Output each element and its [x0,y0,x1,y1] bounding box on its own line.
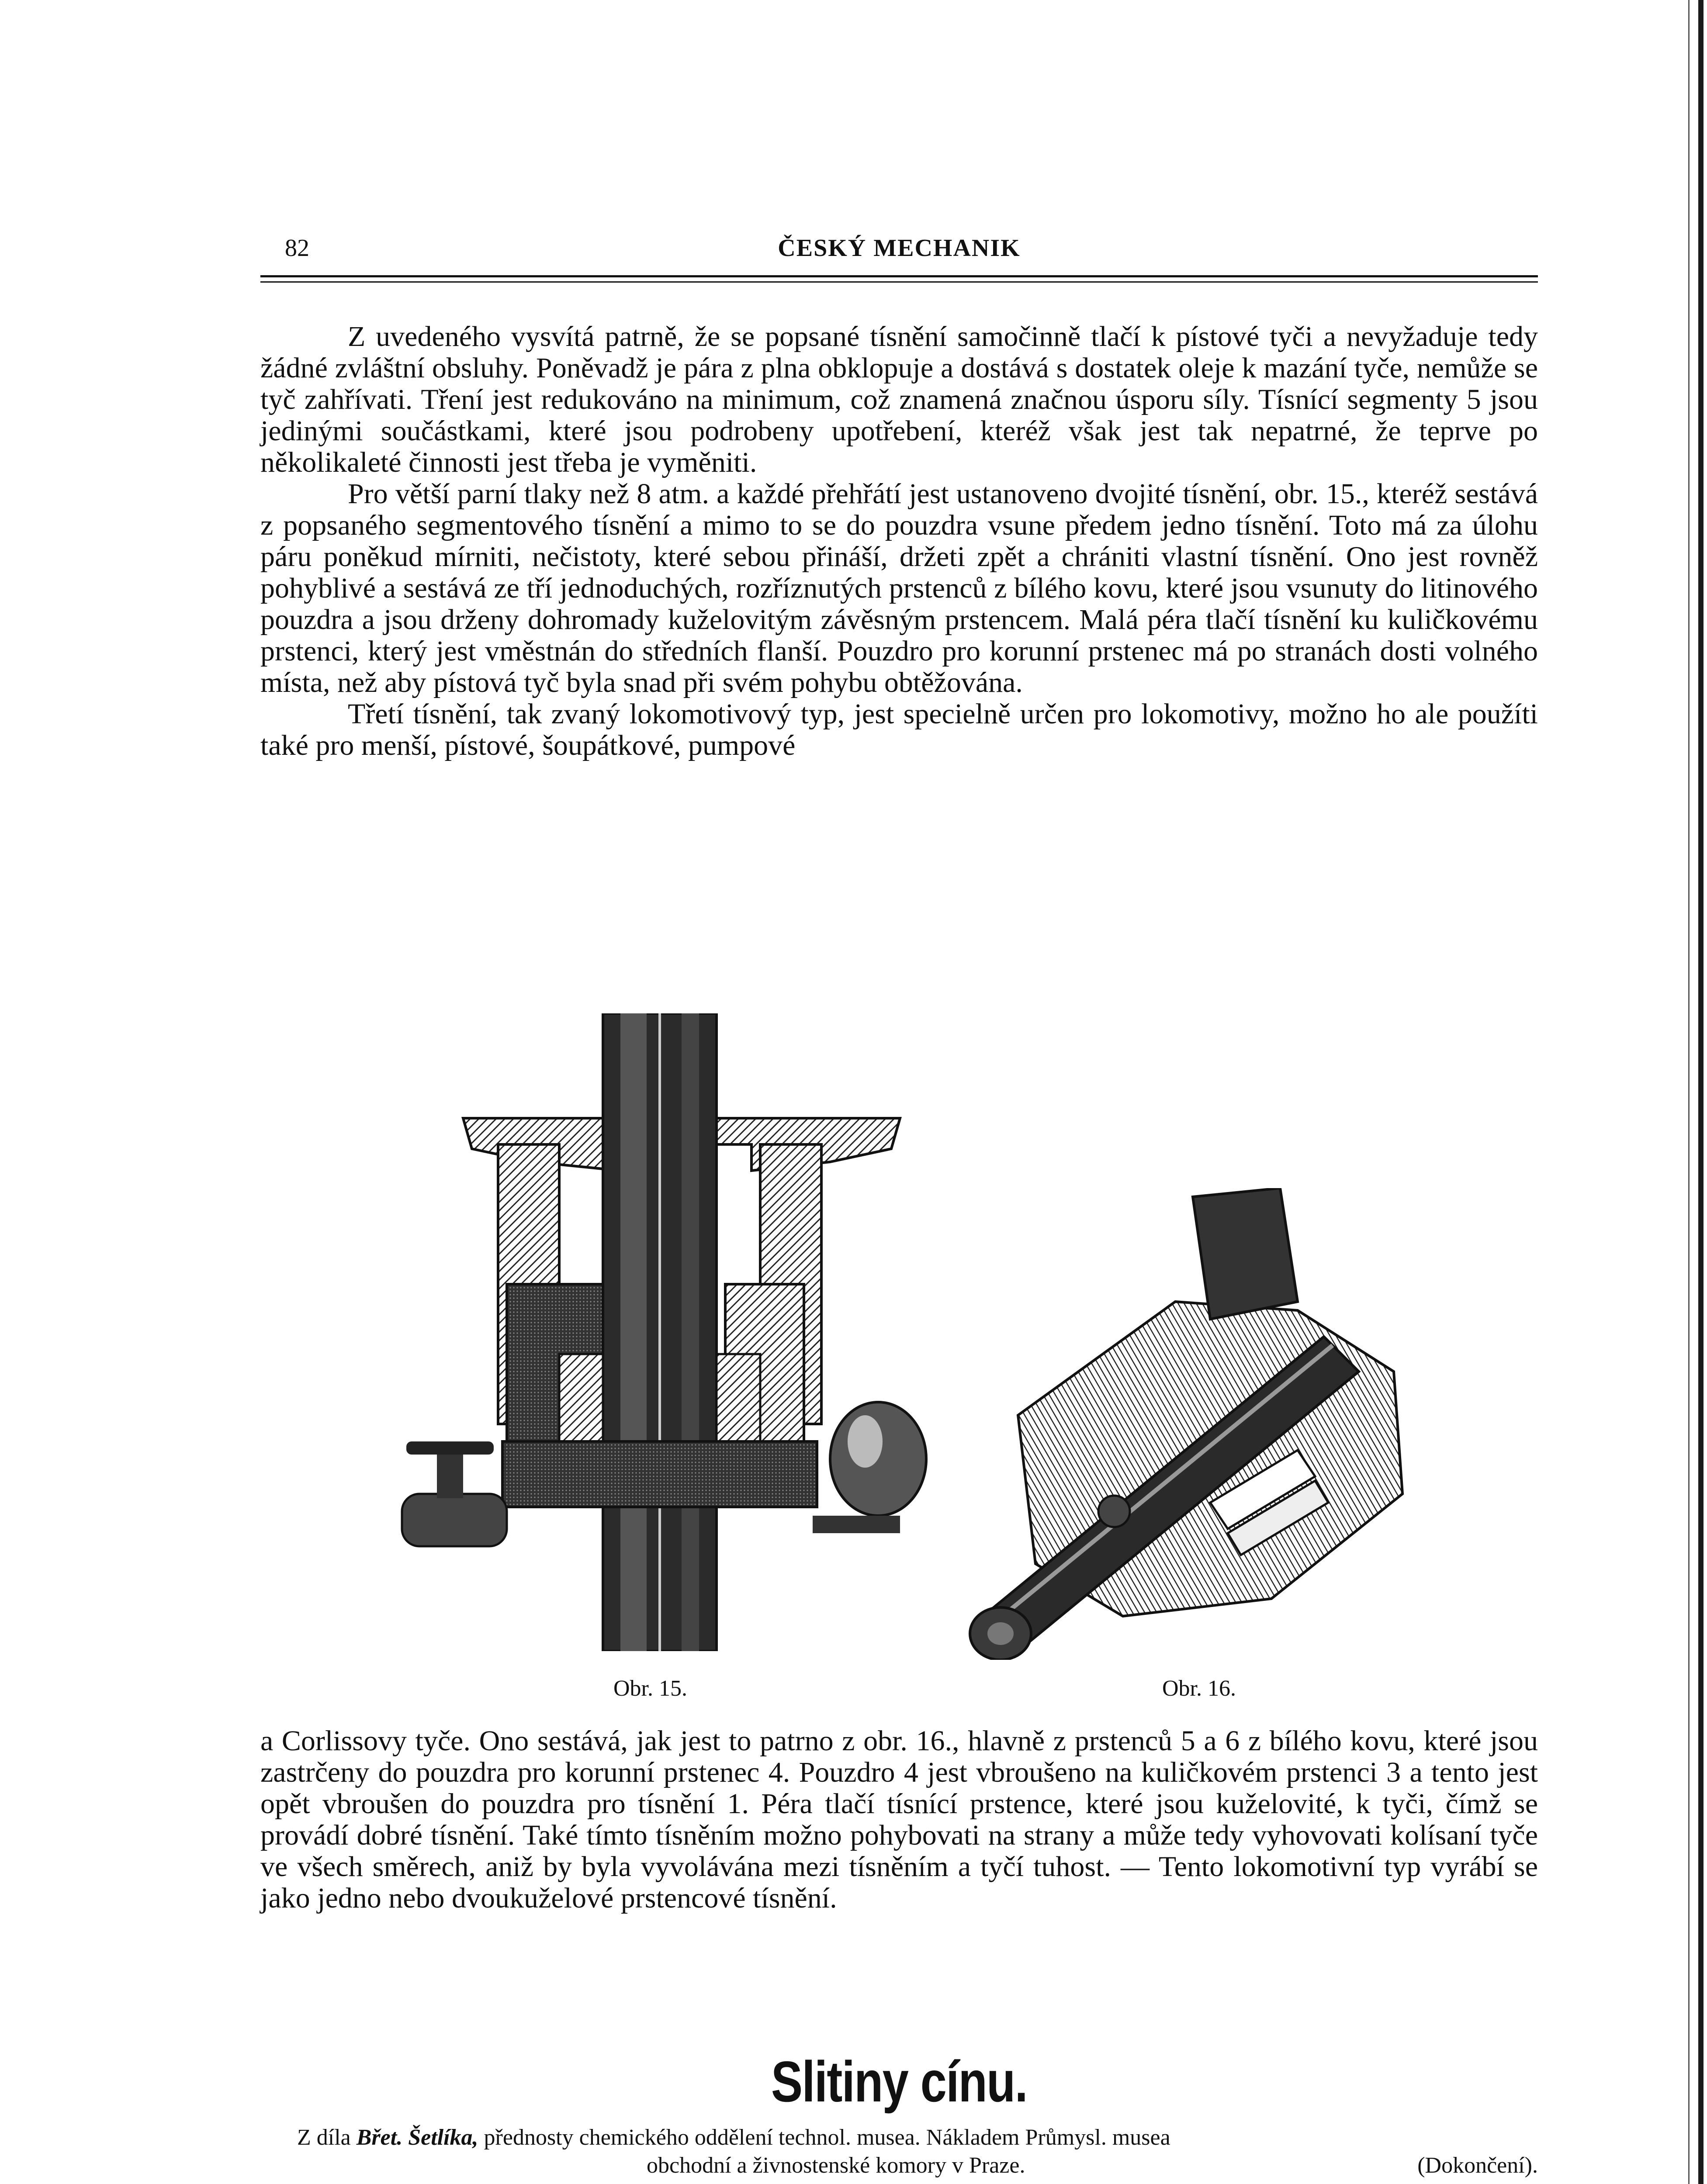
page-edge-line [1698,0,1704,2184]
paragraph: a Corlissovy tyče. Ono sestává, jak jest to patrno z obr. 16., hlavně z prstenců 5 a 6 z bílého kovu, které jsou zastrčeny do pouzdra pro korunní prstenec 4. Pouzdro 4 jest vbroušeno na kuličkovém prstenci 3 a tento jest opět vbroušen do pouzdra pro tísnění 1. Péra tlačí tísnící prstence, které jsou kuželovité, k tyči, čímž se provádí dobré tísnění. Také tímto tísněním možno pohybovati na strany a může tedy vyhovovati kolísaní tyče ve všech směrech, aniž by byla vyvolávána mezi tísněním a tyčí tuhost. — Tento lokomotivní typ vyrábí se jako jedno nebo dvoukuželové prstencové tísnění. [260,1725,1538,1914]
figure-16-caption: Obr. 16. [1162,1676,1236,1701]
header-rule-top [260,275,1538,277]
figure-16-illustration [966,1188,1429,1660]
article-body-top [260,321,1538,761]
header-rule-bottom [260,281,1538,283]
figure-15-caption: Obr. 15. [613,1676,687,1701]
section-heading: Slitiny cínu. [771,2049,1028,2114]
byline-rest: přednosty chemického oddělení technol. musea. Nákladem Průmysl. musea [484,2125,1170,2150]
paragraph: Třetí tísnění, tak zvaný lokomotivový typ, jest specielně určen pro lokomotivy, možno ho ale použíti také pro menší, pístové, šoupátkové, pumpové [260,698,1538,761]
article-body-bottom [260,1725,1538,1914]
byline-author: Břet. Šetlíka, [356,2125,478,2150]
section-byline [297,2124,1538,2180]
running-header [260,230,1538,261]
byline-note: (Dokončení). [1417,2153,1538,2178]
paragraph: Pro větší parní tlaky než 8 atm. a každé přehřátí jest ustanoveno dvojité tísnění, obr. 15., kteréž sestává z popsaného segmentového tísnění a mimo to se do pouzdra vsune předem jedno tísnění. Toto má za úlohu páru poněkud mírniti, nečistoty, které sebou přináší, držeti zpět a chrániti vlastní tísnění. Ono jest rovněž pohyblivé a sestává ze tří jednoduchých, rozříznutých prstenců z bílého kovu, které jsou vsunuty do litinového pouzdra a jsou drženy dohromady kuželovitým závěsným prstencem. Malá péra tlačí tísnění ku kuličkovému prstenci, který jest vměstnán do středních flanší. Pouzdro pro korunní prstenec má po stranách dosti volného místa, než aby pístová tyč byla snad při svém pohybu obtěžována. [260,478,1538,698]
journal-title: ČESKÝ MECHANIK [778,235,1021,262]
page-edge-line-thin [1688,0,1690,2184]
page-number: 82 [285,235,309,262]
byline-line2: obchodní a živnostenské komory v Praze. [647,2153,1025,2178]
figure-15-illustration [376,1013,944,1651]
paragraph: Z uvedeného vysvítá patrně, že se popsané tísnění samočinně tlačí k pístové tyči a nevyžaduje tedy žádné zvláštní obsluhy. Poněvadž je pára z plna obklopuje a dostává s dostatek oleje k mazání tyče, nemůže se tyč zahřívati. Tření jest redukováno na minimum, což znamená značnou úsporu síly. Tísnící segmenty 5 jsou jedinými součástkami, které jsou podrobeny upotřebení, kteréž však jest tak nepatrné, že teprve po několikaleté činnosti jest třeba je vyměniti. [260,321,1538,478]
byline-prefix: Z díla [297,2125,351,2150]
